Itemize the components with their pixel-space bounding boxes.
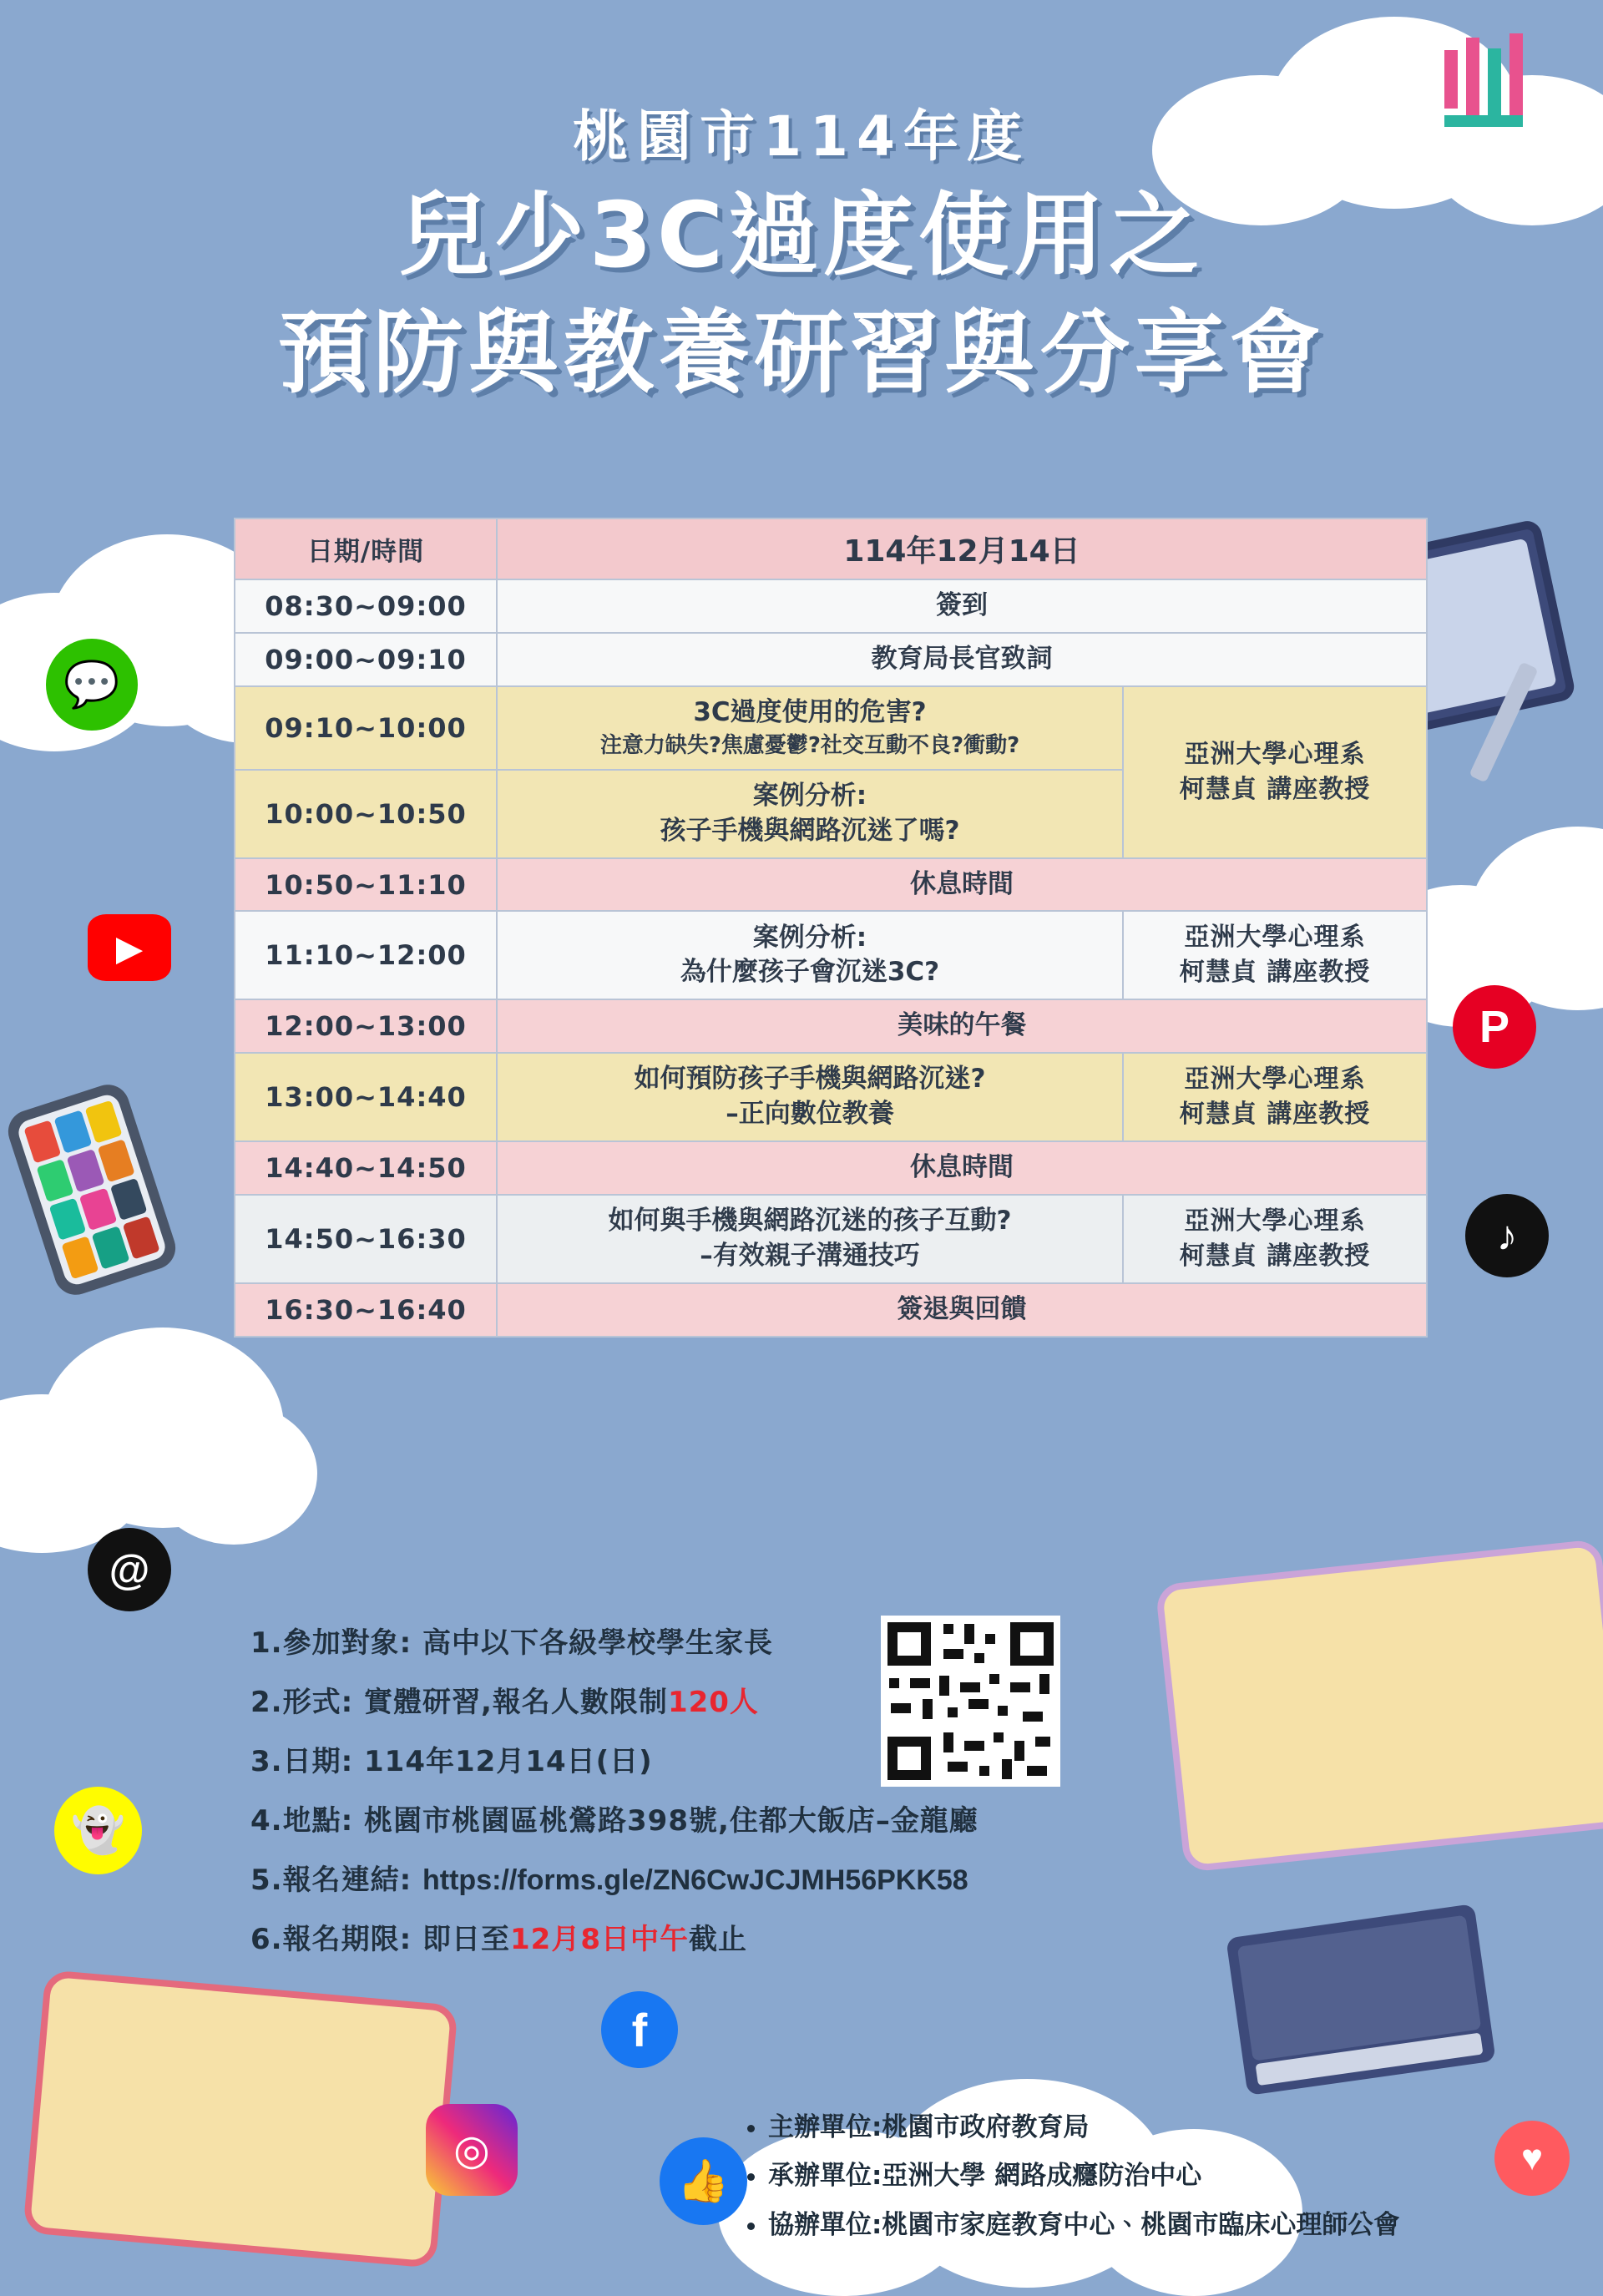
row-topic	[497, 1053, 1123, 1141]
info-item-format	[250, 1679, 1236, 1720]
table-row	[235, 1141, 1427, 1195]
row-speaker	[1123, 1053, 1427, 1141]
row-topic	[497, 911, 1123, 999]
threads-icon: @	[88, 1528, 171, 1611]
tiktok-icon: ♪	[1465, 1194, 1549, 1277]
row-time: 12:00~13:00	[235, 999, 497, 1053]
row-topic: 簽到	[497, 579, 1427, 633]
row-speaker	[1123, 911, 1427, 999]
organizer-list	[735, 2105, 1399, 2251]
speaker-org: 亞洲大學心理系	[1184, 739, 1366, 769]
row-speaker	[1123, 686, 1427, 858]
row-topic	[497, 686, 1123, 770]
info-value: 高中以下各級學校學生家長	[422, 1626, 774, 1660]
info-item-deadline	[250, 1916, 1236, 1957]
info-value-highlight: 12月8日中午	[510, 1923, 689, 1956]
row-time: 16:30~16:40	[235, 1283, 497, 1337]
table-row	[235, 911, 1427, 999]
table-row	[235, 1053, 1427, 1141]
laptop-illustration	[1226, 1904, 1496, 2096]
info-label: 5.報名連結:	[250, 1864, 412, 1897]
smartphone-illustration	[3, 1079, 181, 1300]
info-label: 3.日期:	[250, 1745, 354, 1778]
row-topic-line1: 案例分析:	[752, 922, 867, 953]
info-label: 1.參加對象:	[250, 1626, 412, 1660]
row-time: 08:30~09:00	[235, 579, 497, 633]
table-row	[235, 579, 1427, 633]
row-time: 14:50~16:30	[235, 1195, 497, 1283]
row-speaker	[1123, 1195, 1427, 1283]
row-time: 09:00~09:10	[235, 633, 497, 686]
info-item-date	[250, 1738, 1236, 1779]
speaker-name: 柯慧貞 講座教授	[1179, 958, 1371, 988]
table-header-row	[235, 518, 1427, 579]
row-time: 13:00~14:40	[235, 1053, 497, 1141]
row-topic: 休息時間	[497, 1141, 1427, 1195]
row-topic-line1: 如何預防孩子手機與網路沉迷?	[634, 1064, 986, 1095]
info-label: 4.地點:	[250, 1804, 354, 1838]
info-label: 2.形式:	[250, 1686, 354, 1719]
row-time: 14:40~14:50	[235, 1141, 497, 1195]
flying-carpet-illustration-left	[23, 1970, 458, 2268]
info-item-registration-link[interactable]	[250, 1857, 1236, 1898]
info-value-highlight: 120人	[667, 1686, 759, 1719]
row-topic	[497, 1195, 1123, 1283]
header-time: 日期/時間	[235, 518, 497, 579]
table-row	[235, 999, 1427, 1053]
row-topic-line2: –正向數位教養	[726, 1099, 894, 1130]
page-title-line1: 兒少3C過度使用之	[398, 184, 1205, 288]
list-item: • 協辦單位:桃園市家庭教育中心、桃園市臨床心理師公會	[768, 2202, 1399, 2248]
speaker-name: 柯慧貞 講座教授	[1179, 1242, 1371, 1272]
page-title-line2: 預防與教養研習與分享會	[277, 301, 1325, 407]
speaker-name: 柯慧貞 講座教授	[1179, 1100, 1371, 1130]
info-value: 即日至	[422, 1923, 511, 1956]
info-label: 6.報名期限:	[250, 1923, 412, 1956]
row-time: 09:10~10:00	[235, 686, 497, 770]
table-row	[235, 633, 1427, 686]
list-item: • 主辦單位:桃園市政府教育局	[768, 2105, 1399, 2150]
row-topic-line2: –有效親子溝通技巧	[700, 1241, 920, 1272]
row-topic: 休息時間	[497, 858, 1427, 912]
pretitle: 桃園市114年度	[573, 104, 1030, 169]
list-item: • 承辦單位:亞洲大學 網路成癮防治中心	[768, 2153, 1399, 2198]
row-topic: 簽退與回饋	[497, 1283, 1427, 1337]
row-topic-line2: 為什麼孩子會沉迷3C?	[680, 957, 940, 988]
header-date: 114年12月14日	[497, 518, 1427, 579]
speaker-org: 亞洲大學心理系	[1184, 923, 1366, 953]
row-topic: 美味的午餐	[497, 999, 1427, 1053]
facebook-icon: f	[601, 1991, 678, 2068]
message-heart-icon: ♥	[1494, 2121, 1570, 2196]
facebook-like-icon: 👍	[660, 2137, 747, 2225]
info-item-location	[250, 1798, 1236, 1838]
row-topic	[497, 770, 1123, 858]
row-time: 11:10~12:00	[235, 911, 497, 999]
speaker-org: 亞洲大學心理系	[1184, 1065, 1366, 1095]
info-value: 桃園市桃園區桃鶯路398號,住都大飯店–金龍廳	[364, 1804, 978, 1838]
row-topic: 教育局長官致詞	[497, 633, 1427, 686]
pinterest-icon: P	[1453, 985, 1536, 1069]
table-row	[235, 1283, 1427, 1337]
row-topic-line1: 3C過度使用的危害?	[693, 696, 927, 727]
speaker-org: 亞洲大學心理系	[1184, 1206, 1366, 1237]
info-value: 114年12月14日(日)	[364, 1745, 653, 1778]
row-time: 10:50~11:10	[235, 858, 497, 912]
table-row	[235, 686, 1427, 770]
row-time: 10:00~10:50	[235, 770, 497, 858]
info-value: 實體研習,報名人數限制	[364, 1686, 668, 1719]
table-row	[235, 1195, 1427, 1283]
info-item-audience	[250, 1620, 1236, 1661]
info-value-tail: 截止	[689, 1923, 747, 1956]
row-topic-line1: 如何與手機與網路沉迷的孩子互動?	[608, 1206, 1012, 1237]
youtube-icon: ▶	[88, 914, 171, 981]
schedule-table	[234, 518, 1428, 1338]
row-topic-line2: 孩子手機與網路沉迷了嗎?	[660, 815, 960, 846]
instagram-icon: ◎	[426, 2104, 518, 2196]
speaker-name: 柯慧貞 講座教授	[1179, 774, 1371, 804]
table-row	[235, 858, 1427, 912]
row-topic-line2: 注意力缺失?焦慮憂鬱?社交互動不良?衝動?	[599, 732, 1020, 758]
snapchat-icon: 👻	[54, 1787, 142, 1874]
row-topic-line1: 案例分析:	[752, 780, 867, 811]
wechat-icon: 💬	[46, 639, 138, 731]
registration-url[interactable]: https://forms.gle/ZN6CwJCJMH56PKK58	[422, 1864, 968, 1896]
event-info-list	[250, 1620, 1236, 1975]
poster-header	[0, 92, 1603, 407]
